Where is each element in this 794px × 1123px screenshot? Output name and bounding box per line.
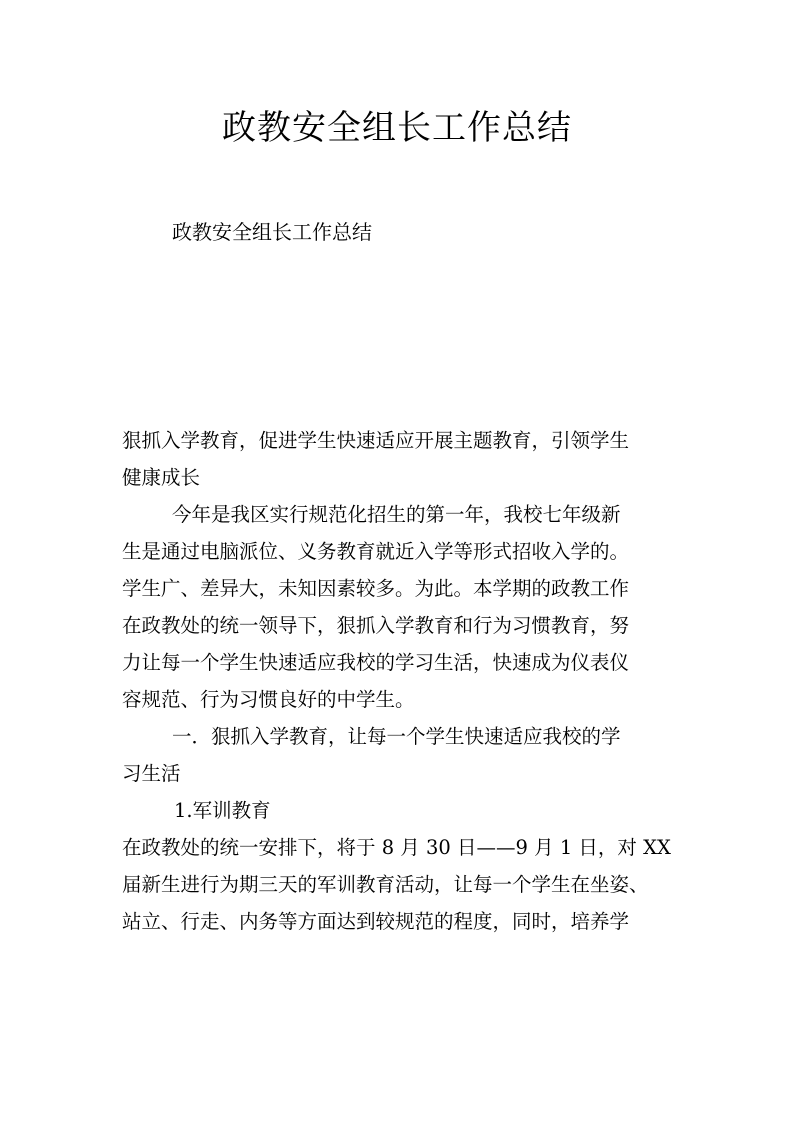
document-title: 政教安全组长工作总结 (222, 108, 572, 148)
body-line-text: 在政教处的统一领导下，狠抓入学教育和行为习惯教育，努 (122, 614, 630, 637)
body-line-text: 力让每一个学生快速适应我校的学习生活，快速成为仪表仪 (122, 651, 630, 674)
body-line (122, 422, 682, 459)
body-line (122, 607, 682, 644)
body-line-text: 在政教处的统一安排下，将于 8 月 30 日——9 月 1 日，对 XX (122, 836, 671, 859)
body-line-text: 健康成长 (122, 466, 201, 489)
body-line (122, 533, 682, 570)
subsection-heading (122, 792, 682, 829)
body-line (122, 644, 682, 681)
body-line (122, 459, 682, 496)
document-subtitle: 政教安全组长工作总结 (172, 220, 372, 244)
subsection-heading-text: 1.军训教育 (174, 799, 271, 822)
body-line (122, 570, 682, 607)
document-body (122, 422, 682, 940)
body-line (122, 496, 682, 533)
section-heading-line (122, 718, 682, 755)
body-line-text: 狠抓入学教育，促进学生快速适应开展主题教育，引领学生 (122, 429, 630, 452)
body-line-text: 生是通过电脑派位、义务教育就近入学等形式招收入学的。 (122, 540, 630, 563)
body-line (122, 681, 682, 718)
body-line-text: 今年是我区实行规范化招生的第一年，我校七年级新 (172, 503, 621, 526)
section-heading-text: 一．狠抓入学教育，让每一个学生快速适应我校的学 (172, 725, 621, 748)
body-line (122, 866, 682, 903)
body-line (122, 829, 682, 866)
body-line-text: 届新生进行为期三天的军训教育活动，让每一个学生在坐姿、 (122, 873, 649, 896)
body-line (122, 903, 682, 940)
body-line-text: 学生广、差异大，未知因素较多。为此。本学期的政教工作 (122, 577, 630, 600)
section-heading-text: 习生活 (122, 762, 181, 785)
section-heading-line (122, 755, 682, 792)
body-line-text: 容规范、行为习惯良好的中学生。 (122, 688, 415, 711)
body-line-text: 站立、行走、内务等方面达到较规范的程度，同时，培养学 (122, 910, 630, 933)
